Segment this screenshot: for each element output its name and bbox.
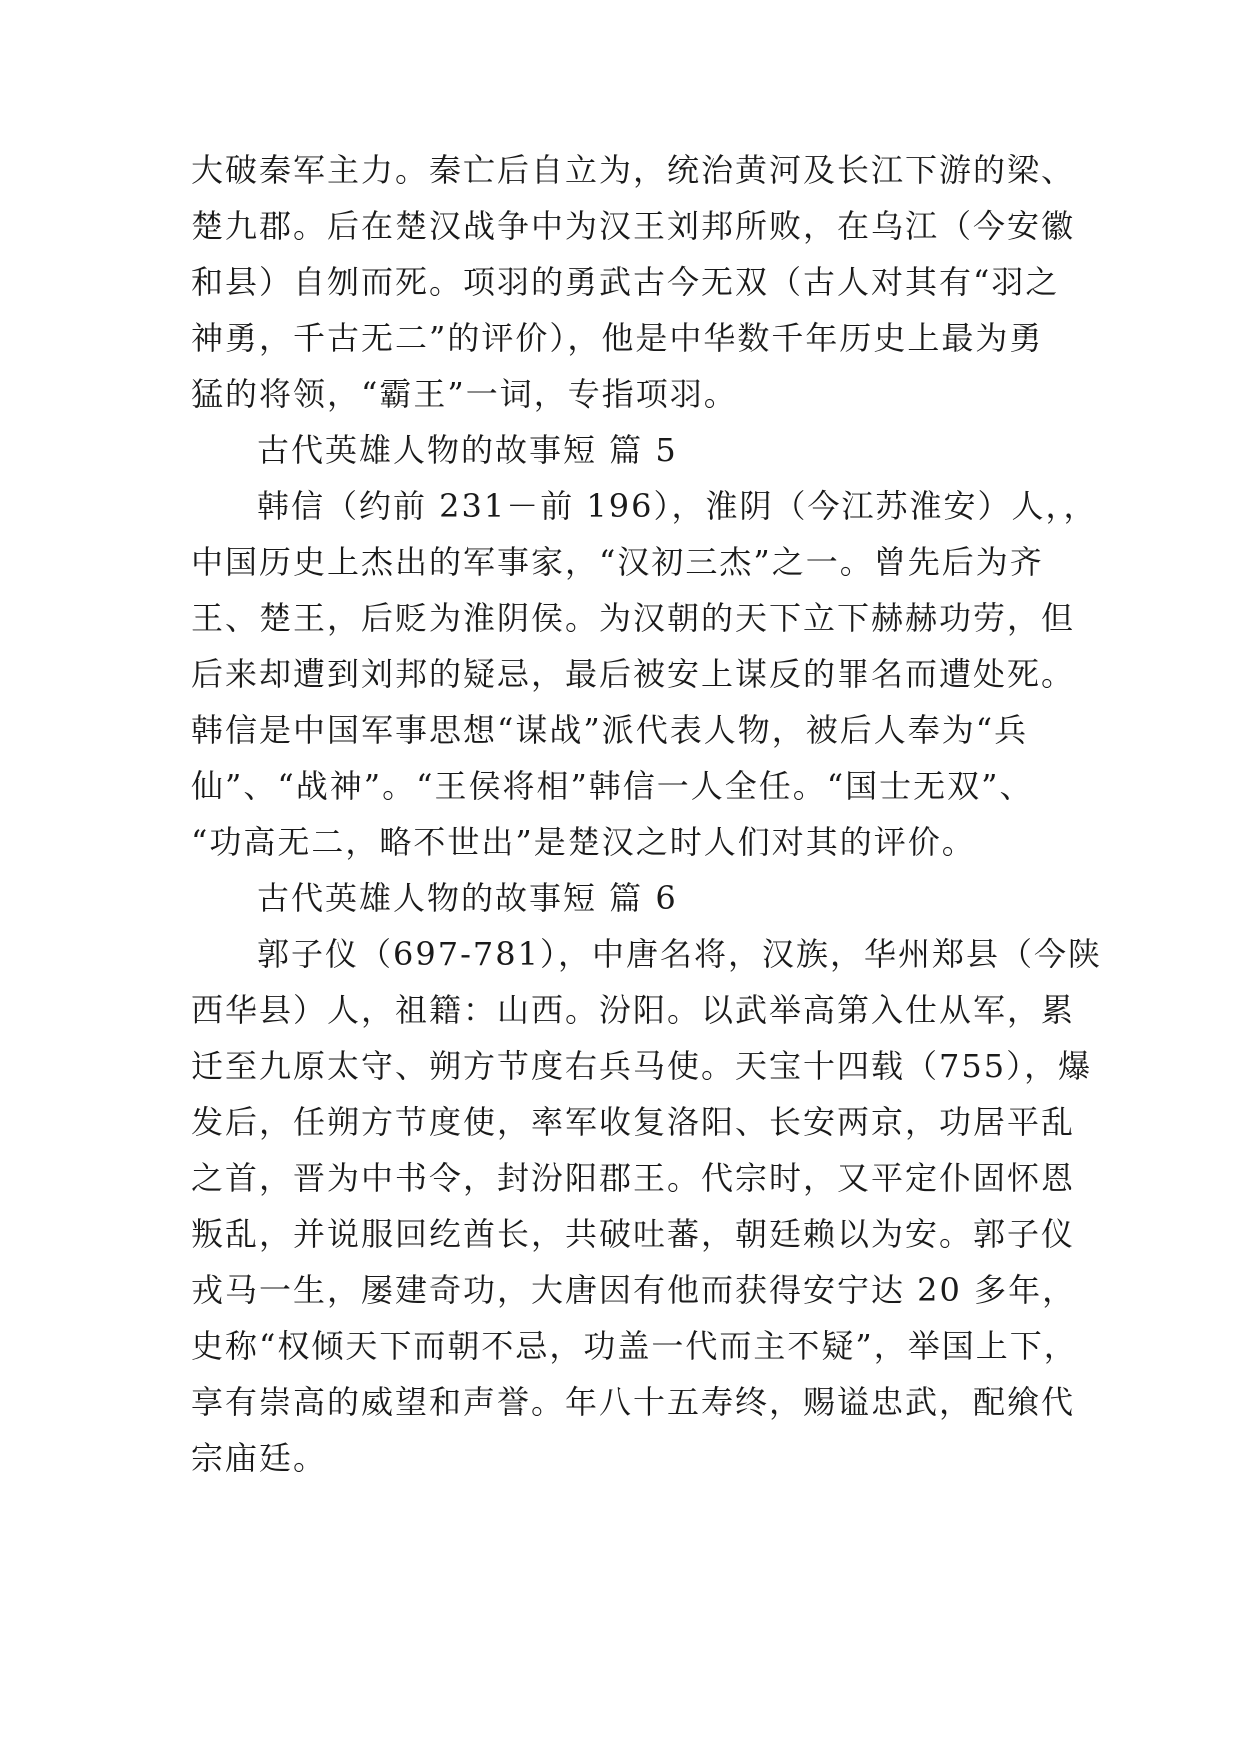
paragraph-line: 之首，晋为中书令，封汾阳郡王。代宗时，又平定仆固怀恩: [191, 1159, 1076, 1197]
paragraph-line: 西华县）人，祖籍：山西。汾阳。以武举高第入仕从军，累: [191, 991, 1076, 1029]
paragraph-line: 仙”、“战神”。“王侯将相”韩信一人全任。“国士无双”、: [191, 767, 1034, 805]
paragraph-line: 郭子仪（697-781），中唐名将，汉族，华州郑县（今陕: [257, 935, 1102, 973]
paragraph-line: 猛的将领，“霸王”一词，专指项羽。: [191, 375, 738, 413]
paragraph-line: 王、楚王，后贬为淮阴侯。为汉朝的天下立下赫赫功劳，但: [191, 599, 1076, 637]
paragraph-line: 戎马一生，屡建奇功，大唐因有他而获得安宁达 20 多年，: [191, 1271, 1077, 1309]
paragraph-line: 宗庙廷。: [191, 1439, 328, 1477]
paragraph-line: 享有崇高的威望和声誉。年八十五寿终，赐谥忠武，配飨代: [191, 1383, 1076, 1421]
paragraph-line: “功高无二，略不世出”是楚汉之时人们对其的评价。: [191, 823, 976, 861]
paragraph-line: 史称“权倾天下而朝不忌，功盖一代而主不疑”，举国上下，: [191, 1327, 1078, 1365]
paragraph-line: 韩信是中国军事思想“谋战”派代表人物，被后人奉为“兵: [191, 711, 1029, 749]
paragraph-line: 后来却遭到刘邦的疑忌，最后被安上谋反的罪名而遭处死。: [191, 655, 1076, 693]
section-heading: 古代英雄人物的故事短 篇 6: [257, 879, 678, 917]
paragraph-line: 和县）自刎而死。项羽的勇武古今无双（古人对其有“羽之: [191, 263, 1060, 301]
section-heading: 古代英雄人物的故事短 篇 5: [257, 431, 678, 469]
paragraph-line: 叛乱，并说服回纥酋长，共破吐蕃，朝廷赖以为安。郭子仪: [191, 1215, 1076, 1253]
paragraph-line: 神勇，千古无二”的评价），他是中华数千年历史上最为勇: [191, 319, 1044, 357]
paragraph-line: 韩信（约前 231－前 196），淮阴（今江苏淮安）人，，: [257, 487, 1098, 525]
paragraph-line: 楚九郡。后在楚汉战争中为汉王刘邦所败，在乌江（今安徽: [191, 207, 1076, 245]
paragraph-line: 发后，任朔方节度使，率军收复洛阳、长安两京，功居平乱: [191, 1103, 1076, 1141]
paragraph-line: 迁至九原太守、朔方节度右兵马使。天宝十四载（755），爆: [191, 1047, 1093, 1085]
paragraph-line: 中国历史上杰出的军事家，“汉初三杰”之一。曾先后为齐: [191, 543, 1044, 581]
paragraph-line: 大破秦军主力。秦亡后自立为，统治黄河及长江下游的梁、: [191, 151, 1076, 189]
